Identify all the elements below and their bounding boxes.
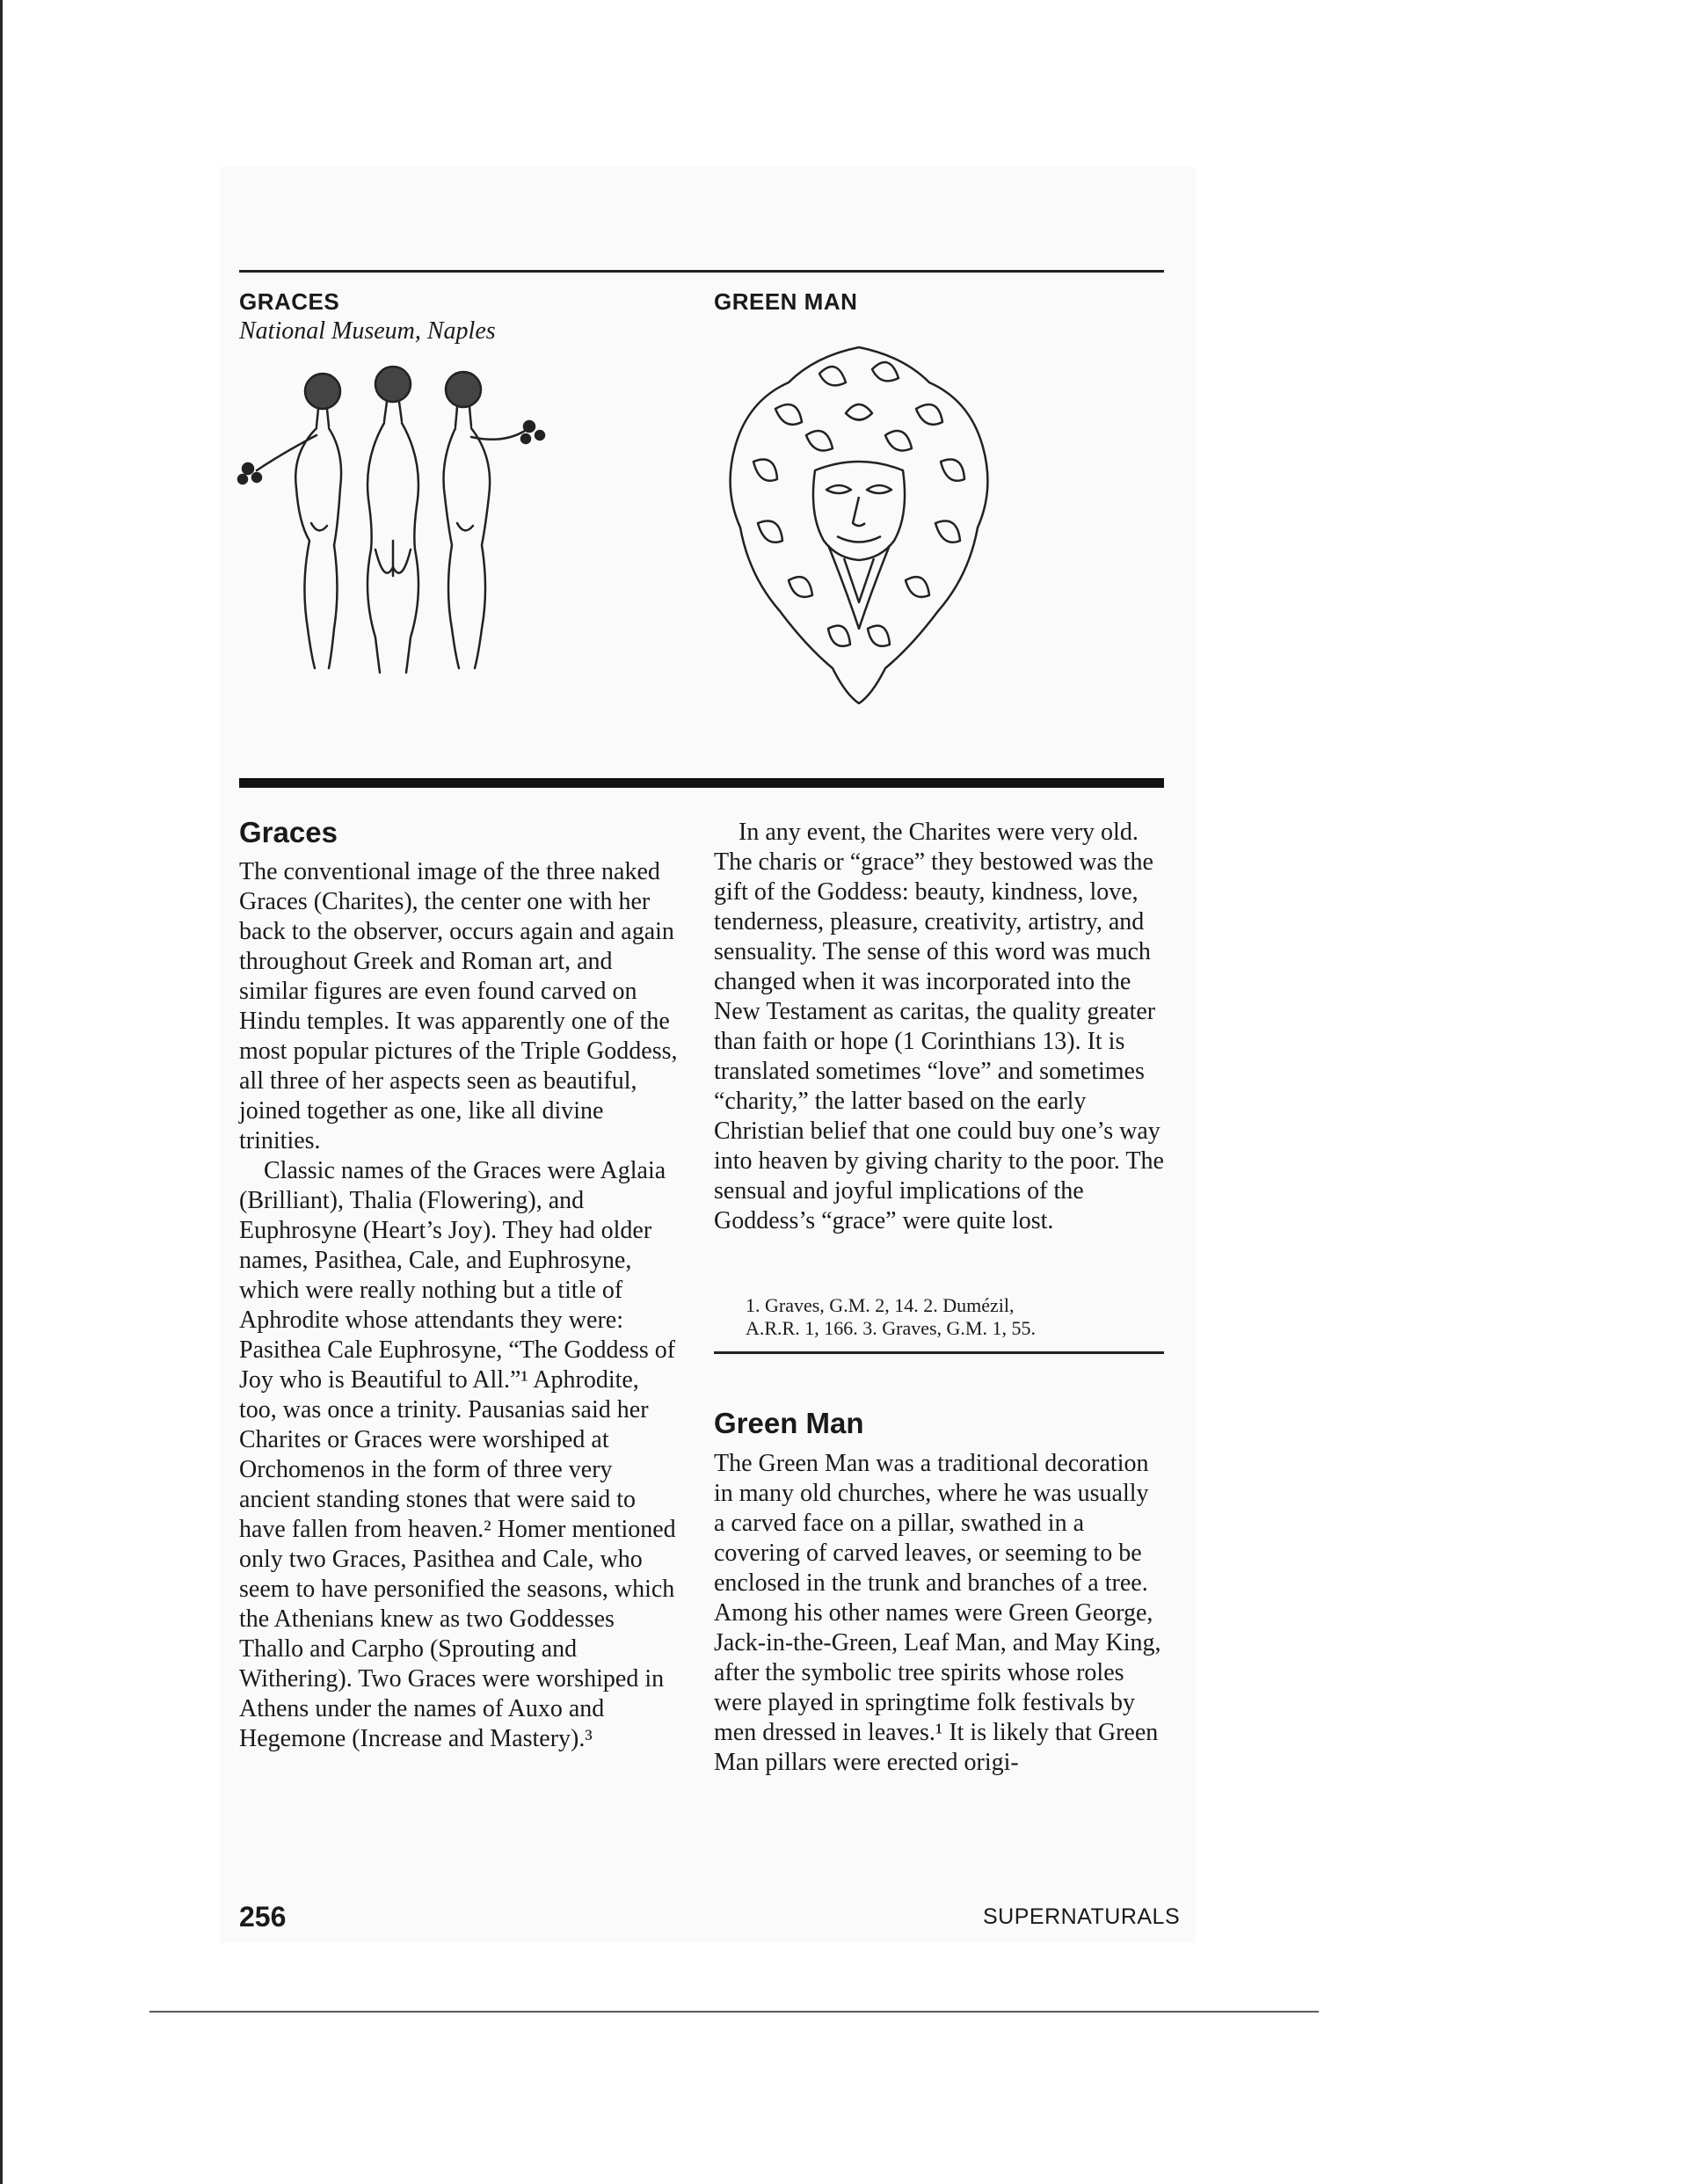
green-man-face (813, 462, 905, 629)
top-rule (239, 270, 1164, 273)
graces-text-column-left (239, 857, 679, 1754)
graces-paragraph-3: In any event, the Charites were very old. The charis or “grace” they bestowed was the gift of the Goddess: beauty, kindness, love, tenderness, pleasure, creativity, artistry, and sensuality. The sense of this word was much changed when it was incorporated into the New Testament as caritas, the quality greater than faith or hope (1 Corinthians 13). It is translated sometimes “love” and sometimes “charity,” the latter based on the early Christian belief that one could buy one’s way into heaven by giving charity to the poor. The sensual and joyful implications of the Goddess’s “grace” were quite lost. (714, 819, 1164, 1234)
graces-text-column-right (714, 818, 1164, 1236)
green-man-illustration (714, 339, 1004, 708)
footnote-line: 1. Graves, G.M. 2, 14. 2. Dumézil, (746, 1294, 1015, 1316)
graces-paragraph-2: Classic names of the Graces were Aglaia (Brilliant), Thalia (Flowering), and Euphrosyne (Heart’s Joy). They had older names, Pasithea, Cale, and Euphrosyne, which were really nothing but a title of Aphrodite whose attendants they were: Pasithea Cale Euphrosyne, “The Goddess of Joy who is Beautiful to All.”¹ Aphrodite, too, was once a trinity. Pausanias said her Charites or Graces were worshiped at Orchomenos in the form of three very ancient standing stones that were said to have fallen from heaven.² Homer mentioned only two Graces, Pasithea and Cale, who seem to have personified the seasons, which the Athenians knew as two Goddesses Thallo and Carpho (Sprouting and Withering). Two Graces were worshiped in Athens under the names of Auxo and Hegemone (Increase and Mastery).³ (239, 1157, 676, 1752)
grace-left-figure (257, 374, 341, 668)
grace-center-figure (367, 367, 418, 673)
green-man-paragraph-1: The Green Man was a traditional decoration in many old churches, where he was usually a carved face on a pillar, swathed in a covering of carved leaves, or seeming to be enclosed in the trunk and branches of a tree. Among his other names were Green George, Jack-in-the-Green, Leaf Man, and May King, after the symbolic tree spirits whose roles were played in springtime folk festivals by men dressed in leaves.¹ It is likely that Green Man pillars were erected origi- (714, 1450, 1161, 1776)
green-man-caption (714, 288, 857, 316)
footnote-line: A.R.R. 1, 166. 3. Graves, G.M. 1, 55. (746, 1317, 1036, 1339)
green-man-text-column (714, 1449, 1164, 1778)
green-man-caption-title: GREEN MAN (714, 288, 858, 315)
scan-bottom-line (149, 2011, 1319, 2013)
running-head: SUPERNATURALS (983, 1904, 1181, 1929)
footnote-rule (714, 1351, 1164, 1354)
grace-right-figure (444, 372, 526, 668)
flower-sprig-left (238, 463, 261, 484)
graces-heading: Graces (239, 816, 338, 848)
graces-caption-title: GRACES (239, 288, 340, 315)
graces-caption (239, 288, 496, 346)
graces-footnotes (746, 1294, 1168, 1340)
section-divider (239, 778, 1164, 788)
graces-caption-subtitle: National Museum, Naples (239, 317, 496, 345)
green-man-heading: Green Man (714, 1407, 864, 1439)
graces-paragraph-1: The conventional image of the three naked Graces (Charites), the center one with her back to the observer, occurs again and again throughout Greek and Roman art, and similar figures are even found carved on Hindu temples. It was apparently one of the most popular pictures of the Triple Goddess, all three of her aspects seen as beautiful, joined together as one, like all divine trinities. (239, 858, 678, 1154)
three-graces-illustration (230, 365, 556, 681)
scan-edge (0, 0, 3, 2184)
page-number: 256 (239, 1901, 287, 1933)
